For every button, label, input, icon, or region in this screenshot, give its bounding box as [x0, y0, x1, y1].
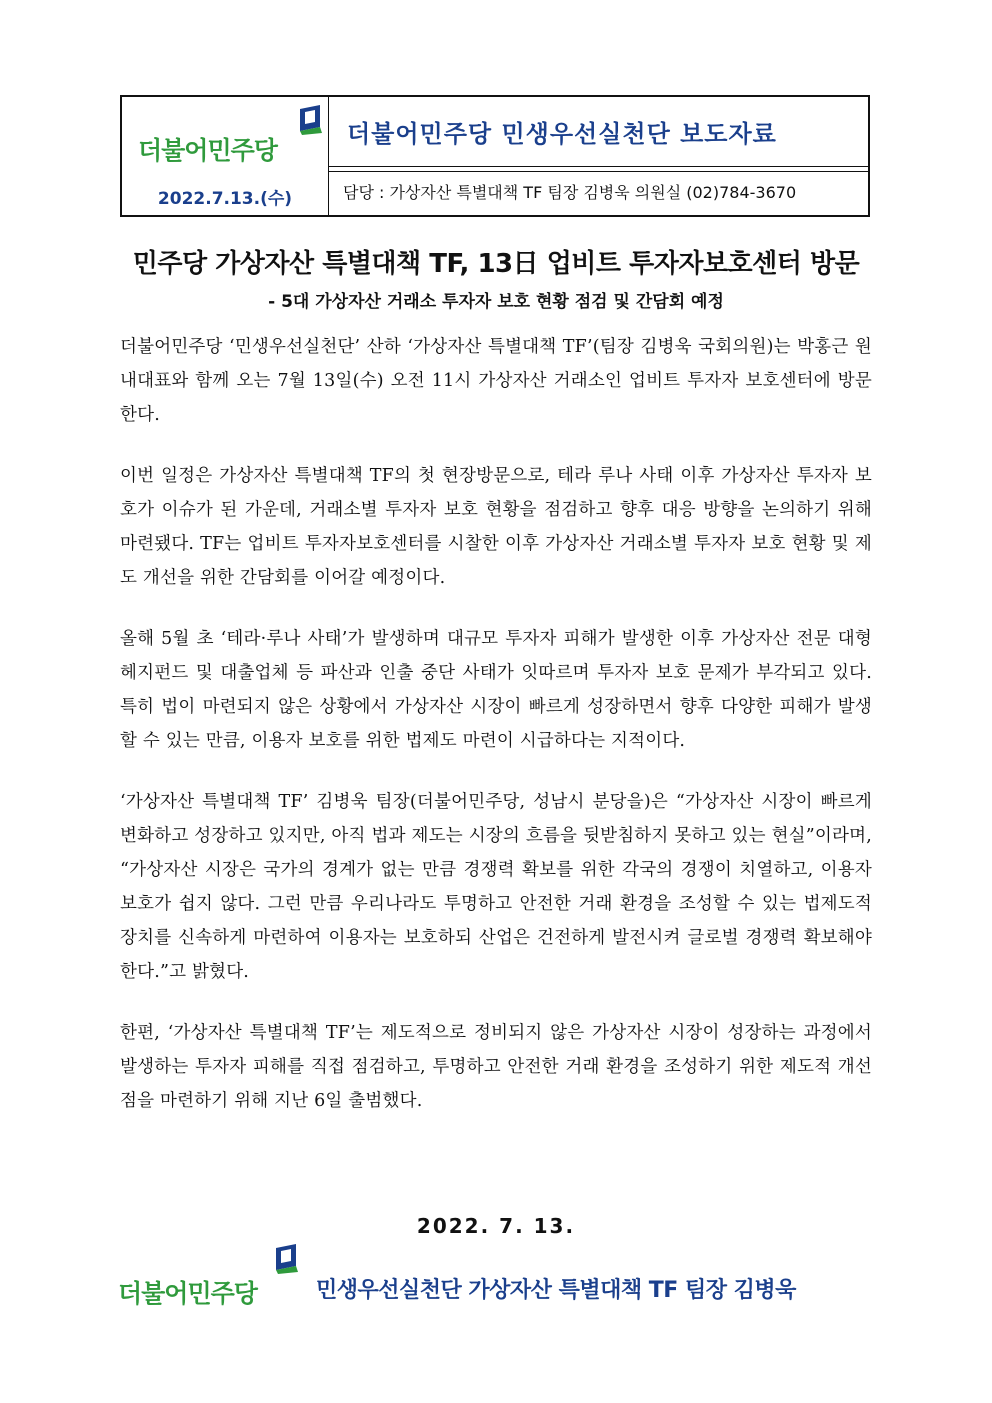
header-info-cell	[329, 97, 868, 215]
closing-logo-text: 더불어민주당	[118, 1279, 257, 1308]
body-paragraph-1: 더불어민주당 ‘민생우선실천단’ 산하 ‘가상자산 특별대책 TF’(팀장 김병욱 국회의원)는 박홍근 원내대표와 함께 오는 7월 13일(수) 오전 11시 가상자산 거래소인 업비트 투자자 보호센터에 방문한다.	[120, 337, 872, 425]
body-paragraph-2: 이번 일정은 가상자산 특별대책 TF의 첫 현장방문으로, 테라 루나 사태 이후 가상자산 투자자 보호가 이슈가 된 가운데, 거래소별 투자자 보호 현황을 점검하고 향후 대응 방향을 논의하기 위해 마련됐다. TF는 업비트 투자자보호센터를 시찰한 이후 가상자산 거래소별 투자자 보호 현황 및 제도 개선을 위한 간담회를 이어갈 예정이다.	[120, 466, 872, 588]
document-body	[120, 330, 872, 1145]
closing-date: 2022. 7. 13.	[416, 1214, 576, 1238]
party-logo	[134, 105, 318, 165]
body-paragraph-4: ‘가상자산 특별대책 TF’ 김병욱 팀장(더불어민주당, 성남시 분당을)은 “가상자산 시장이 빠르게 변화하고 성장하고 있지만, 아직 법과 제도는 시장의 흐름을 뒷받침하지 못하고 있는 현실”이라며, “가상자산 시장은 국가의 경계가 없는 만큼 경쟁력 확보를 위한 각국의 경쟁이 치열하고, 이용자 보호가 쉽지 않다. 그런 만큼 우리나라도 투명하고 안전한 거래 환경을 조성할 수 있는 법제도적 장치를 신속하게 마련하여 이용자는 보호하되 산업은 건전하게 발전시켜 글로벌 경쟁력 확보해야 한다.”고 밝혔다.	[120, 792, 872, 982]
header-title: 더불어민주당 민생우선실천단 보도자료	[329, 97, 868, 167]
closing-signature: 민생우선실천단 가상자산 특별대책 TF 팀장 김병욱	[316, 1278, 796, 1303]
press-release-header	[120, 95, 870, 217]
party-logo-text: 더불어민주당	[138, 136, 277, 165]
header-contact: 담당 : 가상자산 특별대책 TF 팀장 김병욱 의원실 (02)784-3670	[329, 171, 868, 211]
body-paragraph-5: 한편, ‘가상자산 특별대책 TF’는 제도적으로 정비되지 않은 가상자산 시장이 성장하는 과정에서 발생하는 투자자 피해를 직접 점검하고, 투명하고 안전한 거래 환경을 조성하기 위한 제도적 개선점을 마련하기 위해 지난 6일 출범했다.	[120, 1023, 872, 1111]
header-logo-cell	[122, 97, 329, 215]
document-subtitle: - 5대 가상자산 거래소 투자자 보호 현황 점검 및 간담회 예정	[268, 292, 724, 312]
party-flag-icon	[274, 1244, 300, 1274]
header-date: 2022.7.13.(수)	[157, 189, 293, 209]
body-paragraph-3: 올해 5월 초 ‘테라·루나 사태’가 발생하며 대규모 투자자 피해가 발생한 이후 가상자산 전문 대형 헤지펀드 및 대출업체 등 파산과 인출 중단 사태가 잇따르며 투자자 보호 문제가 부각되고 있다. 특히 법이 마련되지 않은 상황에서 가상자산 시장이 빠르게 성장하면서 향후 다양한 피해가 발생할 수 있는 만큼, 이용자 보호를 위한 법제도 마련이 시급하다는 지적이다.	[120, 629, 872, 751]
party-flag-icon	[298, 105, 324, 135]
document-title: 민주당 가상자산 특별대책 TF, 13日 업비트 투자자보호센터 방문	[132, 249, 860, 279]
closing-party-logo	[116, 1244, 296, 1306]
